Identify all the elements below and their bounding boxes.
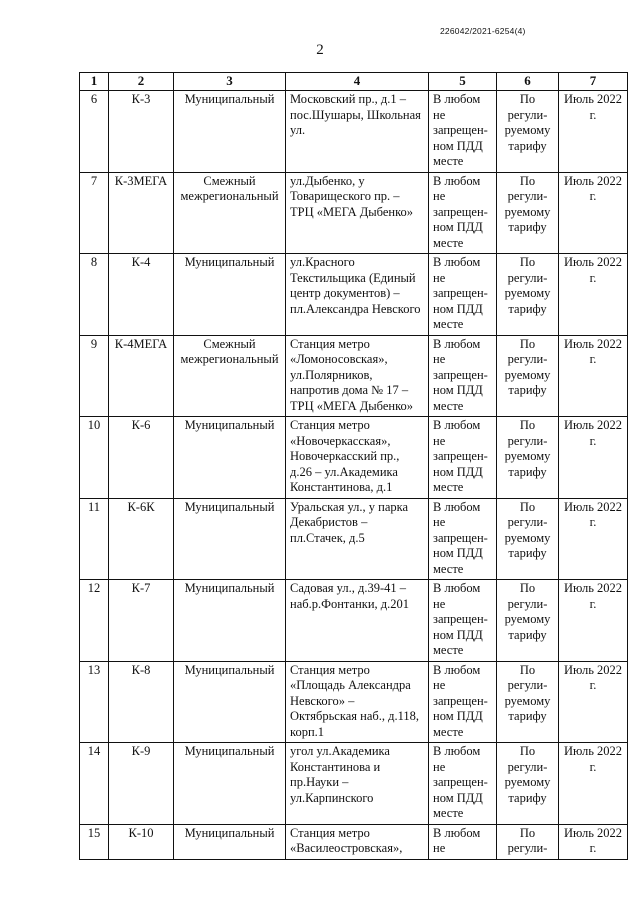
route-code-cell: К-9 (109, 743, 174, 825)
table-row (80, 743, 628, 825)
table-row (80, 580, 628, 662)
tariff-cell: По регули-руемому тарифу (497, 580, 559, 662)
header-cell: 1 (80, 73, 109, 91)
route-path-cell: Станция метро «Василеостровская», (286, 824, 429, 859)
tariff-cell: По регули-руемому тарифу (497, 661, 559, 743)
start-date-cell: Июль 2022 г. (559, 498, 628, 580)
route-code-cell: К-6К (109, 498, 174, 580)
start-date-cell: Июль 2022 г. (559, 417, 628, 499)
route-type-cell: Муниципальный (174, 91, 286, 173)
header-cell: 4 (286, 73, 429, 91)
table-row (80, 254, 628, 336)
row-number-cell: 13 (80, 661, 109, 743)
route-path-cell: Станция метро «Новочеркасская», Новочеркасский пр., д.26 – ул.Академика Константинова, д.1 (286, 417, 429, 499)
stop-location-cell: В любом не запрещен-ном ПДД месте (429, 335, 497, 417)
table-row (80, 335, 628, 417)
page-number: 2 (316, 42, 324, 58)
stop-location-cell: В любом не запрещен-ном ПДД месте (429, 498, 497, 580)
table-header-row (80, 73, 628, 91)
route-type-cell: Муниципальный (174, 661, 286, 743)
start-date-cell: Июль 2022 г. (559, 254, 628, 336)
tariff-cell: По регули-руемому тарифу (497, 172, 559, 254)
table-row (80, 172, 628, 254)
header-cell: 5 (429, 73, 497, 91)
table-row (80, 824, 628, 859)
route-code-cell: К-7 (109, 580, 174, 662)
route-code-cell: К-10 (109, 824, 174, 859)
route-type-cell: Смежный межрегиональный (174, 172, 286, 254)
row-number-cell: 11 (80, 498, 109, 580)
route-code-cell: К-4МЕГА (109, 335, 174, 417)
route-type-cell: Муниципальный (174, 580, 286, 662)
route-code-cell: К-4 (109, 254, 174, 336)
row-number-cell: 7 (80, 172, 109, 254)
route-type-cell: Муниципальный (174, 498, 286, 580)
tariff-cell: По регули-руемому тарифу (497, 417, 559, 499)
route-type-cell: Муниципальный (174, 824, 286, 859)
row-number-cell: 12 (80, 580, 109, 662)
row-number-cell: 6 (80, 91, 109, 173)
route-code-cell: К-8 (109, 661, 174, 743)
start-date-cell: Июль 2022 г. (559, 743, 628, 825)
stop-location-cell: В любом не запрещен-ном ПДД месте (429, 661, 497, 743)
tariff-cell: По регули-руемому тарифу (497, 254, 559, 336)
table-row (80, 91, 628, 173)
tariff-cell: По регули-руемому тарифу (497, 335, 559, 417)
header-cell: 3 (174, 73, 286, 91)
routes-table (79, 72, 628, 860)
stop-location-cell: В любом не запрещен-ном ПДД месте (429, 254, 497, 336)
row-number-cell: 10 (80, 417, 109, 499)
table-row (80, 417, 628, 499)
start-date-cell: Июль 2022 г. (559, 172, 628, 254)
route-path-cell: Уральская ул., у парка Декабристов – пл.Стачек, д.5 (286, 498, 429, 580)
stop-location-cell: В любом не (429, 824, 497, 859)
route-path-cell: Московский пр., д.1 – пос.Шушары, Школьная ул. (286, 91, 429, 173)
row-number-cell: 14 (80, 743, 109, 825)
route-path-cell: Садовая ул., д.39-41 – наб.р.Фонтанки, д.201 (286, 580, 429, 662)
route-path-cell: Станция метро «Площадь Александра Невского» – Октябрьская наб., д.118, корп.1 (286, 661, 429, 743)
table-row (80, 661, 628, 743)
start-date-cell: Июль 2022 г. (559, 580, 628, 662)
route-type-cell: Смежный межрегиональный (174, 335, 286, 417)
route-path-cell: ул.Дыбенко, у Товарищеского пр. – ТРЦ «МЕГА Дыбенко» (286, 172, 429, 254)
route-path-cell: Станция метро «Ломоносовская», ул.Полярников, напротив дома № 17 – ТРЦ «МЕГА Дыбенко» (286, 335, 429, 417)
row-number-cell: 9 (80, 335, 109, 417)
route-type-cell: Муниципальный (174, 417, 286, 499)
tariff-cell: По регули- (497, 824, 559, 859)
start-date-cell: Июль 2022 г. (559, 335, 628, 417)
start-date-cell: Июль 2022 г. (559, 824, 628, 859)
document-id: 226042/2021-6254(4) (440, 26, 526, 36)
tariff-cell: По регули-руемому тарифу (497, 91, 559, 173)
header-cell: 2 (109, 73, 174, 91)
route-path-cell: угол ул.Академика Константинова и пр.Науки – ул.Карпинского (286, 743, 429, 825)
route-code-cell: К-6 (109, 417, 174, 499)
row-number-cell: 8 (80, 254, 109, 336)
route-code-cell: К-3 (109, 91, 174, 173)
stop-location-cell: В любом не запрещен-ном ПДД месте (429, 172, 497, 254)
table-row (80, 498, 628, 580)
stop-location-cell: В любом не запрещен-ном ПДД месте (429, 91, 497, 173)
row-number-cell: 15 (80, 824, 109, 859)
start-date-cell: Июль 2022 г. (559, 91, 628, 173)
stop-location-cell: В любом не запрещен-ном ПДД месте (429, 580, 497, 662)
start-date-cell: Июль 2022 г. (559, 661, 628, 743)
stop-location-cell: В любом не запрещен-ном ПДД месте (429, 417, 497, 499)
header-cell: 6 (497, 73, 559, 91)
header-cell: 7 (559, 73, 628, 91)
tariff-cell: По регули-руемому тарифу (497, 498, 559, 580)
route-code-cell: К-3МЕГА (109, 172, 174, 254)
stop-location-cell: В любом не запрещен-ном ПДД месте (429, 743, 497, 825)
tariff-cell: По регули-руемому тарифу (497, 743, 559, 825)
route-path-cell: ул.Красного Текстильщика (Единый центр документов) – пл.Александра Невского (286, 254, 429, 336)
route-type-cell: Муниципальный (174, 254, 286, 336)
route-type-cell: Муниципальный (174, 743, 286, 825)
